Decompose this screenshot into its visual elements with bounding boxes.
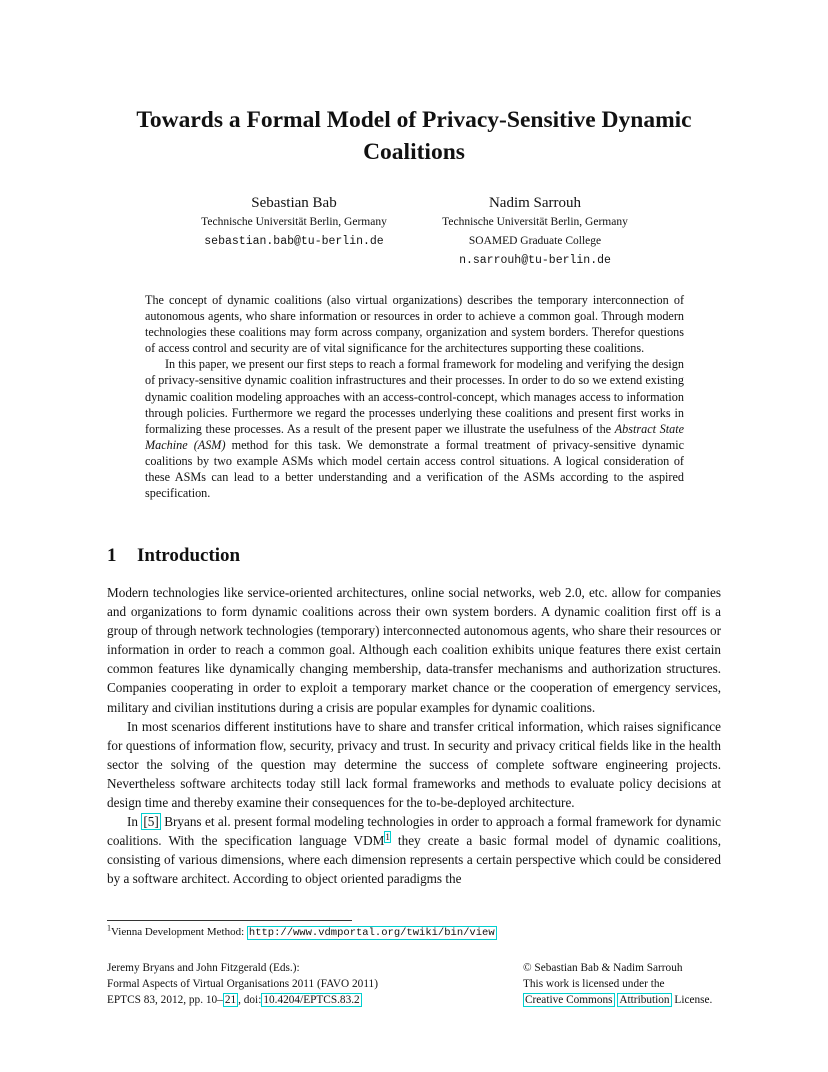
- body-text: [107, 583, 721, 889]
- license-intro: This work is licensed under the: [523, 978, 665, 990]
- proceedings-line: Formal Aspects of Virtual Organisations 2011 (FAVO 2011): [107, 978, 378, 990]
- body-paragraph: Modern technologies like service-oriented architectures, online social networks, web 2.0, etc. allow for companies and organizations to form dynamic coalitions across their own system borders. A dynamic coalition first off is a group of through network technologies (temporary) interconnected autonomous agents, who share their resources or information in order to reach a common goal. Although each coalition exhibits unique features there exist certain common features like dynamically changing membership, data-transfer mechanisms and authorization structures. Companies cooperating in order to exploit a temporary market chance or the cooperation of emergency services, military and civilian institutions during a crisis are popular examples for dynamic coalitions.: [107, 585, 721, 715]
- author-affiliation: Technische Universität Berlin, Germany: [201, 216, 387, 228]
- creative-commons-link[interactable]: Creative Commons: [525, 994, 613, 1006]
- body-paragraph: [107, 812, 721, 888]
- abstract-paragraph: The concept of dynamic coalitions (also virtual organizations) describes the temporary interconnection of autonomous agents, who share information or resources in order to achieve a common goal. Through modern technologies these coalitions may form across company, organization and system borders. Therefor questions of access control and security are of vital significance for the architectures supporting these coalitions.: [145, 293, 684, 356]
- footnote-url-link[interactable]: http://www.vdmportal.org/twiki/bin/view: [248, 927, 495, 939]
- series-text: , doi:: [238, 994, 262, 1006]
- last-page-link[interactable]: 21: [224, 994, 237, 1006]
- series-text: EPTCS 83, 2012, pp. 10–: [107, 994, 223, 1006]
- license-line: [523, 992, 712, 1008]
- author-block-2: [424, 193, 646, 270]
- footnote: [107, 924, 497, 941]
- abstract-text: In this paper, we present our first steps to reach a formal framework for modeling and verifying the design of privacy-sensitive dynamic coalition infrastructures and their processes. In order to do so we extend existing dynamic coalition modeling approaches with an access-control-concept, which manages access to information through policies. Furthermore we regard the processes underlying these coalitions and present first works in formalizing these processes. As a result of the present paper we illustrate the usefulness of the: [145, 357, 684, 436]
- author-affiliation: Technische Universität Berlin, Germany: [442, 216, 628, 228]
- citation-link[interactable]: [5]: [143, 814, 159, 830]
- author-college: SOAMED Graduate College: [468, 235, 602, 247]
- paper-title: Towards a Formal Model of Privacy-Sensitive Dynamic Coalitions: [136, 107, 692, 165]
- section-number: 1: [107, 545, 117, 566]
- footnote-mark: 1: [107, 923, 111, 933]
- license-word: License.: [674, 994, 713, 1006]
- abstract-emphasis: Abstract State Machine (ASM): [145, 421, 684, 452]
- footnote-text: Vienna Development Method:: [111, 926, 247, 938]
- author-name: Sebastian Bab: [251, 195, 337, 211]
- license-info: [523, 960, 712, 1008]
- abstract-paragraph: [145, 356, 684, 501]
- section-title: Introduction: [137, 545, 241, 566]
- body-paragraph: In most scenarios different institutions have to share and transfer critical information, which raises significance for questions of information flow, security, privacy and trust. In security and privacy critical fields like in the health sector the solving of the question may determine the success of complete software engineering projects. Nevertheless software architects today still lack formal frameworks and methods to evaluate policy decisions at design time and thereby examine their consequences for the to-be-deployed architecture.: [107, 718, 721, 811]
- abstract: [145, 292, 684, 501]
- body-text-run: Bryans et al. present formal modeling technologies in order to approach a formal framework for dynamic coalitions. With the specification language VDM: [107, 814, 721, 849]
- publication-info: [107, 960, 378, 1008]
- abstract-text: method for this task. We demonstrate a formal treatment of privacy-sensitive dynamic coalitions by two example ASMs which model certain access control situations. A logical consideration of these ASMs can lead to a better understanding and a verification of the ASMs according to the aspired specification.: [145, 437, 685, 501]
- body-text-run: In: [127, 814, 142, 830]
- footnote-rule: [107, 920, 352, 921]
- section-heading: [107, 545, 240, 567]
- author-email: sebastian.bab@tu-berlin.de: [204, 235, 384, 248]
- attribution-link[interactable]: Attribution: [619, 994, 670, 1006]
- author-block-1: [183, 193, 405, 251]
- author-name: Nadim Sarrouh: [488, 195, 582, 211]
- doi-link[interactable]: 10.4204/EPTCS.83.2: [263, 994, 360, 1006]
- series-line: [107, 992, 378, 1008]
- copyright-line: © Sebastian Bab & Nadim Sarrouh: [523, 962, 683, 974]
- footnote-link[interactable]: 1: [385, 831, 390, 842]
- body-text-run: they create a basic formal model of dynamic coalitions, consisting of various dimensions, where each dimension represents a certain perspective which could be considered by a software architect. According to object oriented paradigms the: [107, 833, 721, 887]
- editors-line: Jeremy Bryans and John Fitzgerald (Eds.):: [107, 962, 300, 974]
- author-email: n.sarrouh@tu-berlin.de: [459, 254, 611, 267]
